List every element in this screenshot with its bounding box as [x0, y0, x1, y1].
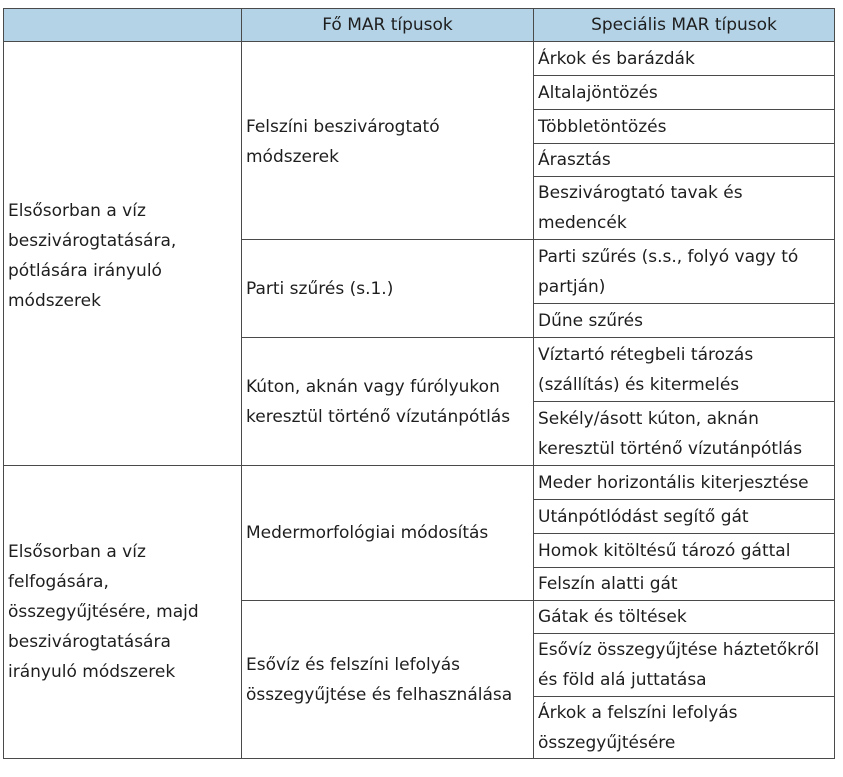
special-type-cell: Árkok a felszíni lefolyás összegyűjtésére [534, 697, 835, 759]
table-row [4, 42, 835, 76]
main-type-cell: Felszíni beszivárogtató módszerek [242, 42, 534, 240]
special-type-cell: Sekély/ásott kúton, aknán keresztül történő vízutánpótlás [534, 402, 835, 466]
header-special-types: Speciális MAR típusok [534, 9, 835, 42]
header-category [4, 9, 242, 42]
main-type-cell: Esővíz és felszíni lefolyás összegyűjtése és felhasználása [242, 601, 534, 759]
special-type-cell: Beszivárogtató tavak és medencék [534, 177, 835, 240]
main-type-cell: Parti szűrés (s.1.) [242, 240, 534, 338]
special-type-cell: Gátak és töltések [534, 601, 835, 634]
header-row [4, 9, 835, 42]
table-row [4, 466, 835, 500]
special-type-cell: Árasztás [534, 144, 835, 177]
special-type-cell: Utánpótlódást segítő gát [534, 500, 835, 534]
special-type-cell: Többletöntözés [534, 110, 835, 144]
special-type-cell: Esővíz összegyűjtése háztetőkről és föld alá juttatása [534, 634, 835, 697]
special-type-cell: Parti szűrés (s.s., folyó vagy tó partján) [534, 240, 835, 304]
special-type-cell: Felszín alatti gát [534, 568, 835, 601]
main-type-cell: Kúton, aknán vagy fúrólyukon keresztül történő vízutánpótlás [242, 338, 534, 466]
category-cell-2: Elsősorban a víz felfogására, összegyűjtésére, majd beszivárogtatására irányuló módszerek [4, 466, 242, 759]
mar-types-table [3, 8, 835, 759]
special-type-cell: Altalajöntözés [534, 76, 835, 110]
special-type-cell: Víztartó rétegbeli tározás (szállítás) és kitermelés [534, 338, 835, 402]
header-main-types: Fő MAR típusok [242, 9, 534, 42]
special-type-cell: Árkok és barázdák [534, 42, 835, 76]
special-type-cell: Homok kitöltésű tározó gáttal [534, 534, 835, 568]
main-type-cell: Medermorfológiai módosítás [242, 466, 534, 601]
special-type-cell: Meder horizontális kiterjesztése [534, 466, 835, 500]
category-cell-1: Elsősorban a víz beszivárogtatására, pótlására irányuló módszerek [4, 42, 242, 466]
special-type-cell: Dűne szűrés [534, 304, 835, 338]
